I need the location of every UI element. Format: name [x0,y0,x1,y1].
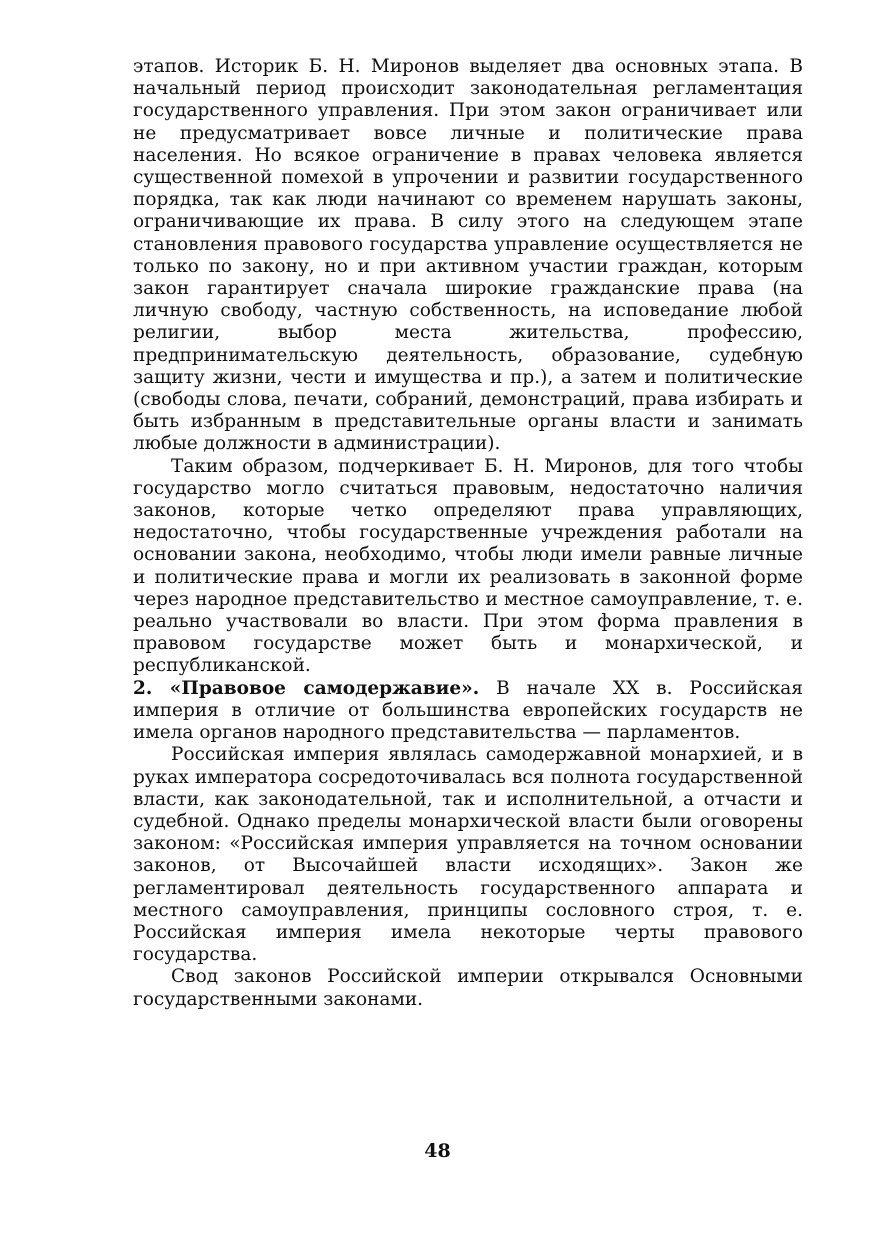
paragraph-stages: этапов. Историк Б. Н. Миронов выделяет два основных этапа. В начальный период происходит законодательная регламентация государственного управления. При этом закон ограничивает или не предусматривает вовсе личные и политические права населения. Но всякое ограничение в правах человека является существенной помехой в упрочении и развитии государственного порядка, так как люди начинают со временем нарушать законы, ограничивающие их права. В силу этого на следующем этапе становления правового государства управление осуществляется не только по закону, но и при активном участии граждан, которым закон гарантирует сначала широкие гражданские права (на личную свободу, частную собственность, на исповедание любой религии, выбор места жительства, профессию, предпринимательскую деятельность, образование, судебную защиту жизни, чести и имущества и пр.), а затем и политические (свободы слова, печати, собраний, демонстраций, права избирать и быть избранным в представительные органы власти и занимать любые должности в администрации). [133,56,803,455]
paragraph-autocracy: Российская империя являлась самодержавной монархией, и в руках императора сосредоточивалась вся полнота государственной власти, как законодательной, так и исполнительной, а отчасти и судебной. Однако пределы монархической власти были оговорены законом: «Российская империя управляется на точном основании законов, от Высочайшей власти исходящих». Закон же регламентировал деятельность государственного аппарата и местного самоуправления, принципы сословного строя, т. е. Российская империя имела некоторые черты правового государства. [133,744,803,966]
document-body [133,56,803,1011]
paragraph-section-2 [133,678,803,745]
section-heading: 2. «Правовое самодержавие». [133,677,480,699]
page-number: 48 [424,1140,451,1162]
paragraph-code-of-laws: Свод законов Российской империи открывался Основными государственными законами. [133,966,803,1010]
paragraph-mironov-conclusion: Таким образом, подчеркивает Б. Н. Миронов, для того чтобы государство могло считаться правовым, недостаточно наличия законов, которые четко определяют права управляющих, недостаточно, чтобы государственные учреждения работали на основании закона, необходимо, чтобы люди имели равные личные и политические права и могли их реализовать в законной форме через народное представительство и местное самоуправление, т. е. реально участвовали во власти. При этом форма правления в правовом государстве может быть и монархической, и республиканской. [133,455,803,677]
section-intro-text: В начале XX в. Российская империя в отличие от большинства европейских государств не имела органов народного представительства — парламентов. [133,677,803,744]
